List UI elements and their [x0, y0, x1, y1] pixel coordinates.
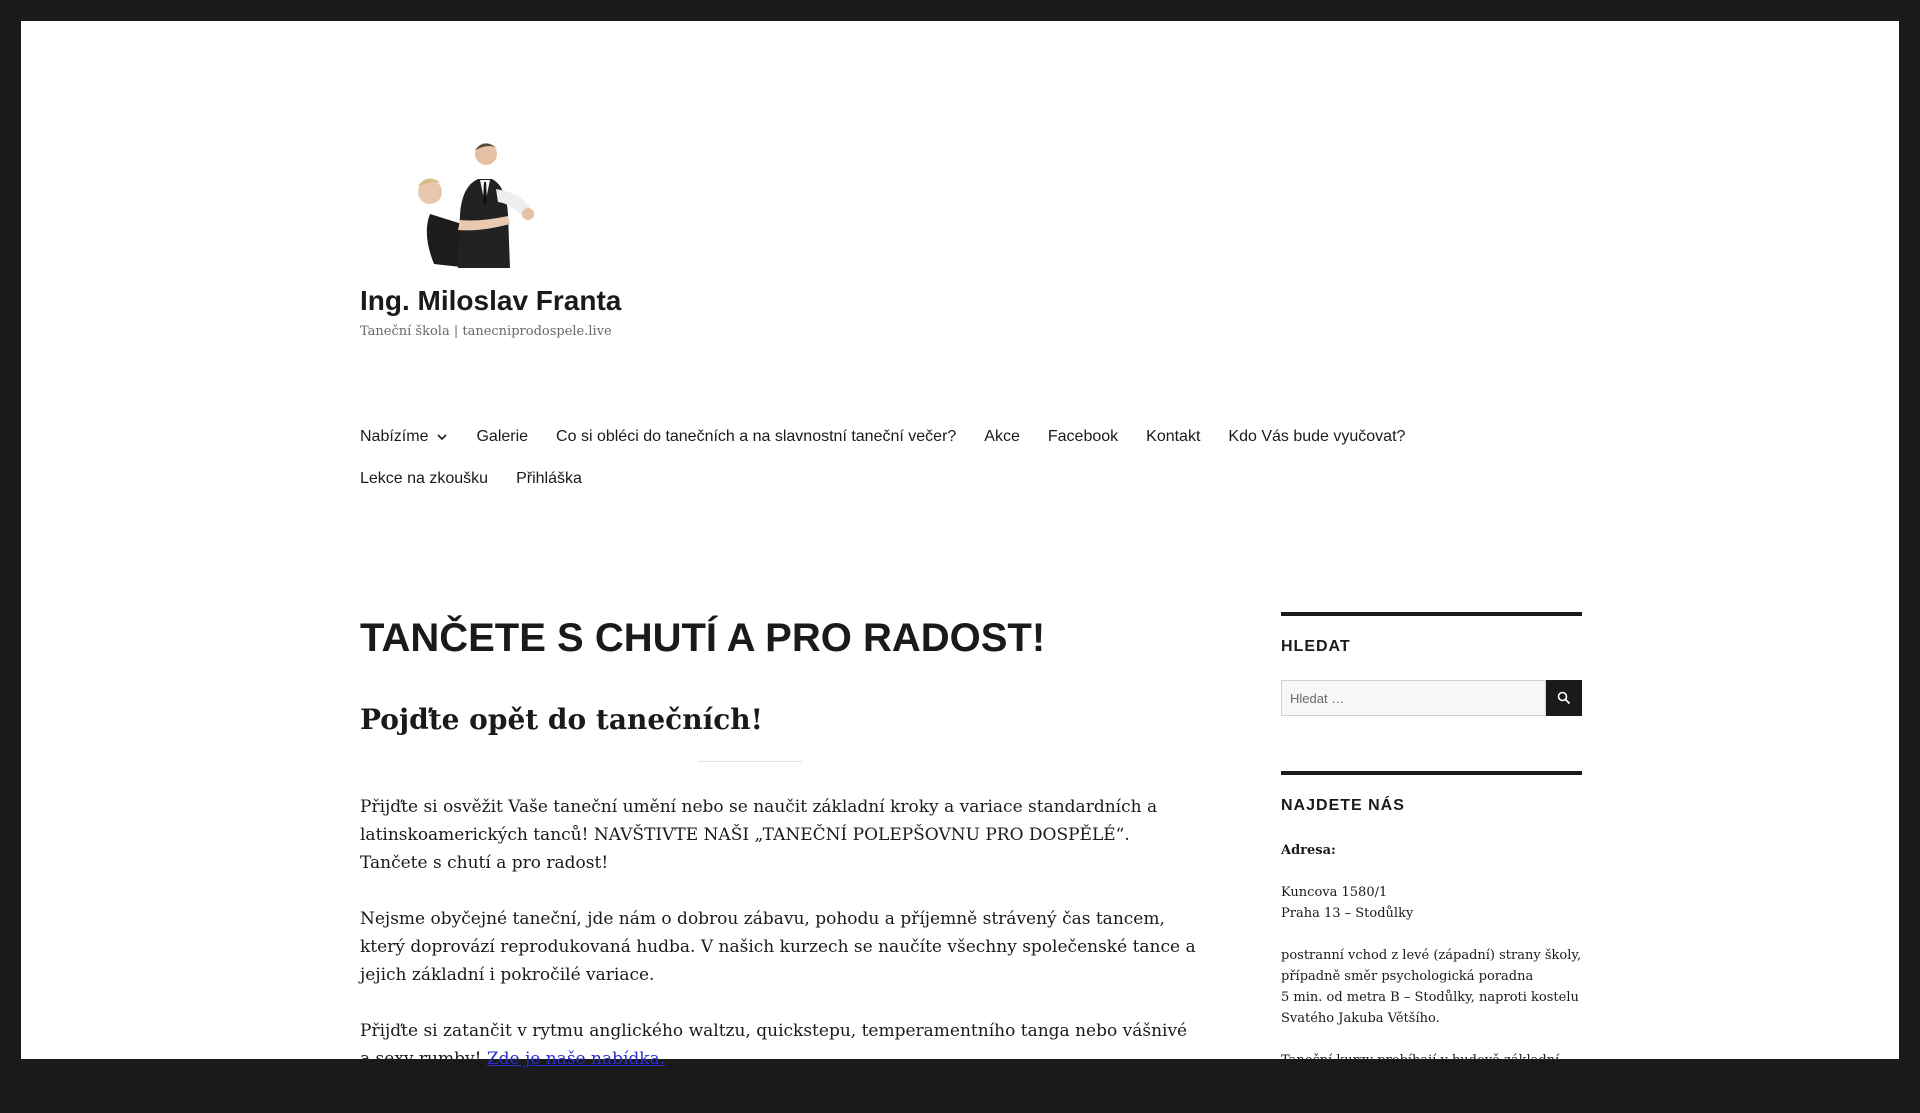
- nav-row-2: [360, 458, 1582, 500]
- paragraph-dances-text: Přijďte si zatančit v rytmu anglického waltzu, quickstepu, temperamentního tanga nebo vášnivé a sexy rumby!: [360, 1021, 1188, 1069]
- entrance-line: případně směr psychologická poradna: [1281, 969, 1534, 984]
- contact-widget: [1281, 771, 1582, 1113]
- info-line: školy, která se ve večerních hodinách zamyká.: [1281, 1074, 1527, 1110]
- nav-item-lekce-na-zkousku[interactable]: Lekce na zkoušku: [360, 470, 489, 487]
- paragraph-about: Nejsme obyčejné taneční, jde nám o dobrou zábavu, pohodu a příjemně strávený čas tancem, který doprovází reprodukovaná hudba. V našich kurzech se naučíte všechny společenské tance a jejich základní i pokročilé variace.: [360, 909, 1196, 985]
- entrance-line: postranní vchod z levé (západní) strany školy,: [1281, 948, 1582, 963]
- paragraph-dances: [360, 1017, 1200, 1073]
- page-title: TANČETE S CHUTÍ A PRO RADOST!: [360, 616, 1046, 660]
- search-widget: [1281, 612, 1582, 716]
- search-icon: [1557, 691, 1571, 705]
- page-subtitle: Pojďte opět do tanečních!: [360, 703, 763, 736]
- search-widget-title: HLEDAT: [1281, 638, 1351, 655]
- nav-item-prihlaska[interactable]: Přihláška: [516, 470, 582, 487]
- site-description: Taneční škola | tanecniprodospele.live: [360, 324, 612, 339]
- offer-link[interactable]: Zde je naše nabídka.: [486, 1049, 666, 1069]
- nav-item-kdo-vas-bude-vyucovat[interactable]: Kdo Vás bude vyučovat?: [1228, 428, 1406, 445]
- separator: [698, 761, 802, 762]
- address-block: [1281, 882, 1582, 924]
- nav-item-akce[interactable]: Akce: [984, 428, 1020, 445]
- nav-item-galerie[interactable]: Galerie: [476, 428, 529, 445]
- nav-row-1: [360, 416, 1582, 458]
- search-form: [1281, 680, 1582, 716]
- contact-widget-title: NAJDETE NÁS: [1281, 797, 1405, 814]
- info-block: [1281, 1050, 1582, 1113]
- nav-item-nabizime[interactable]: [360, 428, 448, 446]
- paragraph-intro: Přijďte si osvěžit Vaše taneční umění nebo se naučit základní kroky a variace standardních a latinskoamerických tanců! NAVŠTIVTE NAŠI „TANEČNÍ POLEPŠOVNU PRO DOSPĚLÉ“. Tančete s chutí a pro radost!: [360, 797, 1158, 873]
- main-navigation: [360, 416, 1582, 500]
- entrance-line: 5 min. od metra B – Stodůlky, naproti kostelu: [1281, 990, 1579, 1005]
- address-city: Praha 13 – Stodůlky: [1281, 906, 1414, 921]
- sidebar: [1281, 612, 1582, 1113]
- info-line: Taneční kurzy probíhají v budově základní: [1281, 1053, 1560, 1068]
- page-frame: [21, 21, 1899, 1110]
- nav-item-kontakt[interactable]: Kontakt: [1146, 428, 1201, 445]
- nav-item-label: Nabízíme: [360, 428, 429, 445]
- address-street: Kuncova 1580/1: [1281, 885, 1388, 900]
- search-input[interactable]: [1281, 680, 1546, 716]
- nav-item-facebook[interactable]: Facebook: [1047, 428, 1119, 445]
- chevron-down-icon[interactable]: [436, 431, 448, 443]
- address-label: Adresa:: [1281, 843, 1336, 858]
- search-button[interactable]: [1546, 680, 1582, 716]
- entrance-block: [1281, 945, 1582, 1029]
- main-content: [360, 611, 1200, 1073]
- site-logo[interactable]: [400, 134, 560, 271]
- site-title[interactable]: Ing. Miloslav Franta: [360, 285, 622, 316]
- nav-item-co-si-obleci[interactable]: Co si obléci do tanečních a na slavnostní taneční večer?: [556, 428, 957, 445]
- entrance-line: Svatého Jakuba Většího.: [1281, 1011, 1440, 1026]
